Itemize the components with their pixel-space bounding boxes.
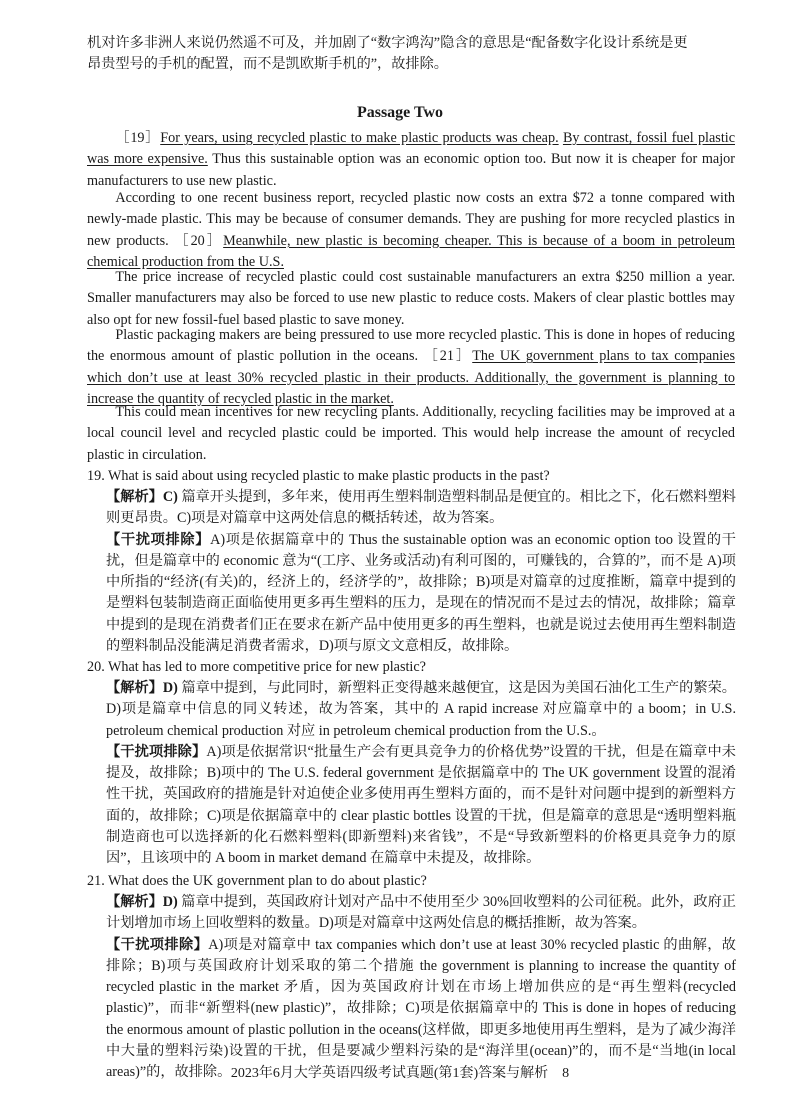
gr-label-20: 【干扰项排除】 [106,743,207,760]
jiexi-label-19: 【解析】C) [106,489,178,505]
page-footer: 2023年6月大学英语四级考试真题(第1套)答案与解析 8 [230,1066,570,1081]
underline-19b: By contrast, fossil fuel plastic was more expensive. [87,130,735,168]
underline-20: Meanwhile, new plastic is becoming cheaper. This is because of a boom in petroleum chemical production from the U.S. [87,232,735,270]
question-20: 20. What has led to more competitive price for new plastic? [87,659,426,675]
paragraph-1-rest: Thus this sustainable option was an economic option too. But now it is cheaper for major manufacturers to use new plastic. [87,151,735,189]
paragraph-2-text: According to one recent business report, recycled plastic now costs an extra $72 a tonne compared with newly-made plastic. This may be because of consumer demands. They are pushing for more recycled plastics in new products. [87,190,735,249]
answer-19 [106,487,736,657]
jiexi-label-20: 【解析】D) [106,680,178,696]
paragraph-4-text: Plastic packaging makers are being pressured to use more recycled plastic. This is done in hopes of reducing the enormous amount of plastic pollution in the oceans. [87,327,735,365]
intro-line-2: 昂贵型号的手机的配置，而不是凯欧斯手机的”，故排除。 [87,56,448,73]
paragraph-5: This could mean incentives for new recycling plants. Additionally, recycling facilities may be improved at a local council level and recycled plastic could be imported. This would help increase the amount of recycled plastic in circulation. [87,404,735,463]
paragraph-3: The price increase of recycled plastic could cost sustainable manufacturers an extra $250 million a year. Smaller manufacturers may also be forced to use new plastic to reduce costs. Makers of clear plastic bottles may also opt for new fossil-fuel based plastic to save money. [87,269,735,328]
jiexi-20: 篇章中提到，与此同时，新塑料正变得越来越便宜，这是因为美国石油化工生产的繁荣。D)项是篇章中信息的同义转述，故为答案，其中的 A rapid increase 对应篇章中的 a boom；in U.S. petroleum chemical production 对应 in petroleum chemical production from the U.S.。 [106,680,736,739]
paragraph-1 [87,128,735,192]
marker-20: ［20］ [174,232,224,249]
paragraph-4 [87,325,735,410]
marker-21: ［21］ [423,348,473,365]
jiexi-19: 篇章开头提到，多年来，使用再生塑料制造塑料制品是便宜的。相比之下，化石燃料塑料则更昂贵。C)项是对篇章中这两处信息的概括转述，故为答案。 [106,489,736,527]
underline-19a: For years, using recycled plastic to make plastic products was cheap. [160,130,559,146]
passage-title: Passage Two [356,104,444,121]
gr-21: A)项是对篇章中 tax companies which don’t use at least 30% recycled plastic 的曲解，故排除；B)项与英国政府计划采取的第二个措施 the government is planning to increase the quantity of recycled plastic in the market 矛盾，因为英国政府计划在市场上增加供应的是“再生塑料(recycled plastic)”，而非“新塑料(new plastic)”，故排除；C)项是依据篇章中的 This is done in hopes of reducing the enormous amount of plastic pollution in the oceans(这样做，即更多地使用再生塑料，是为了减少海洋中大量的塑料污染)设置的干扰，但是要减少塑料污染的是“海洋里(ocean)”的，而不是“当地(in local areas)”的，故排除。 [106,936,736,1081]
intro-line-1: 机对许多非洲人来说仍然遥不可及，并加剧了“数字鸿沟”隐含的意思是“配备数字化设计系统是更 [87,35,688,51]
gr-19: A)项是依据篇章中的 Thus the sustainable option was an economic option too 设置的干扰，但是篇章中的 economic 意为“(工序、业务或活动)有利可图的，可赚钱的，合算的”，而不是 A)项中所指的“经济(有关)的，经济上的，经济学的”，故排除；B)项是对篇章的过度推断，篇章中提到的是塑料包装制造商正面临使用更多再生塑料的压力，是现在的情况而不是过去的情况，故排除；篇章中提到的是现在消费者们正在要求在新产品中使用更多的再生塑料，也就是说过去使用再生塑料制造的塑料制品没能满足消费者需求，D)项与原文文意相反，故排除。 [106,531,736,655]
paragraph-2 [87,188,735,273]
intro-text [87,33,735,76]
answer-20 [106,678,736,870]
question-19: 19. What is said about using recycled plastic to make plastic products in the past? [87,468,550,484]
question-21: 21. What does the UK government plan to do about plastic? [87,873,427,889]
answer-21 [106,892,736,1084]
gr-label-19: 【干扰项排除】 [106,531,211,548]
gr-label-21: 【干扰项排除】 [106,936,209,953]
gr-20: A)项是依据常识“批量生产会有更具竞争力的价格优势”设置的干扰，但是在篇章中未提及，故排除；B)项中的 The U.S. federal government 是依据篇章中的 The UK government 设置的混淆性干扰，英国政府的措施是针对迫使企业多使用再生塑料方面的，而不是针对问题中提到的新塑料方面的，故排除；C)项是依据篇章中的 clear plastic bottles 设置的干扰，但是篇章的意思是“透明塑料瓶制造商也可以选择新的化石燃料塑料(即新塑料)来省钱”，不是“导致新塑料的价格更具竞争力的原因”，且该项中的 A boom in market demand 在篇章中未提及，故排除。 [106,743,736,867]
jiexi-label-21: 【解析】D) [106,894,178,910]
jiexi-21: 篇章中提到，英国政府计划对产品中不使用至少 30%回收塑料的公司征税。此外，政府正计划增加市场上回收塑料的数量。D)项是对篇章中这两处信息的概括推断，故为答案。 [106,894,736,932]
underline-21: The UK government plans to tax companies which don’t use at least 30% recycled plastic in their products. Additionally, the government is planning to increase the quantity of recycled plastic in the market. [87,348,735,407]
marker-19: ［19］ [115,130,161,146]
